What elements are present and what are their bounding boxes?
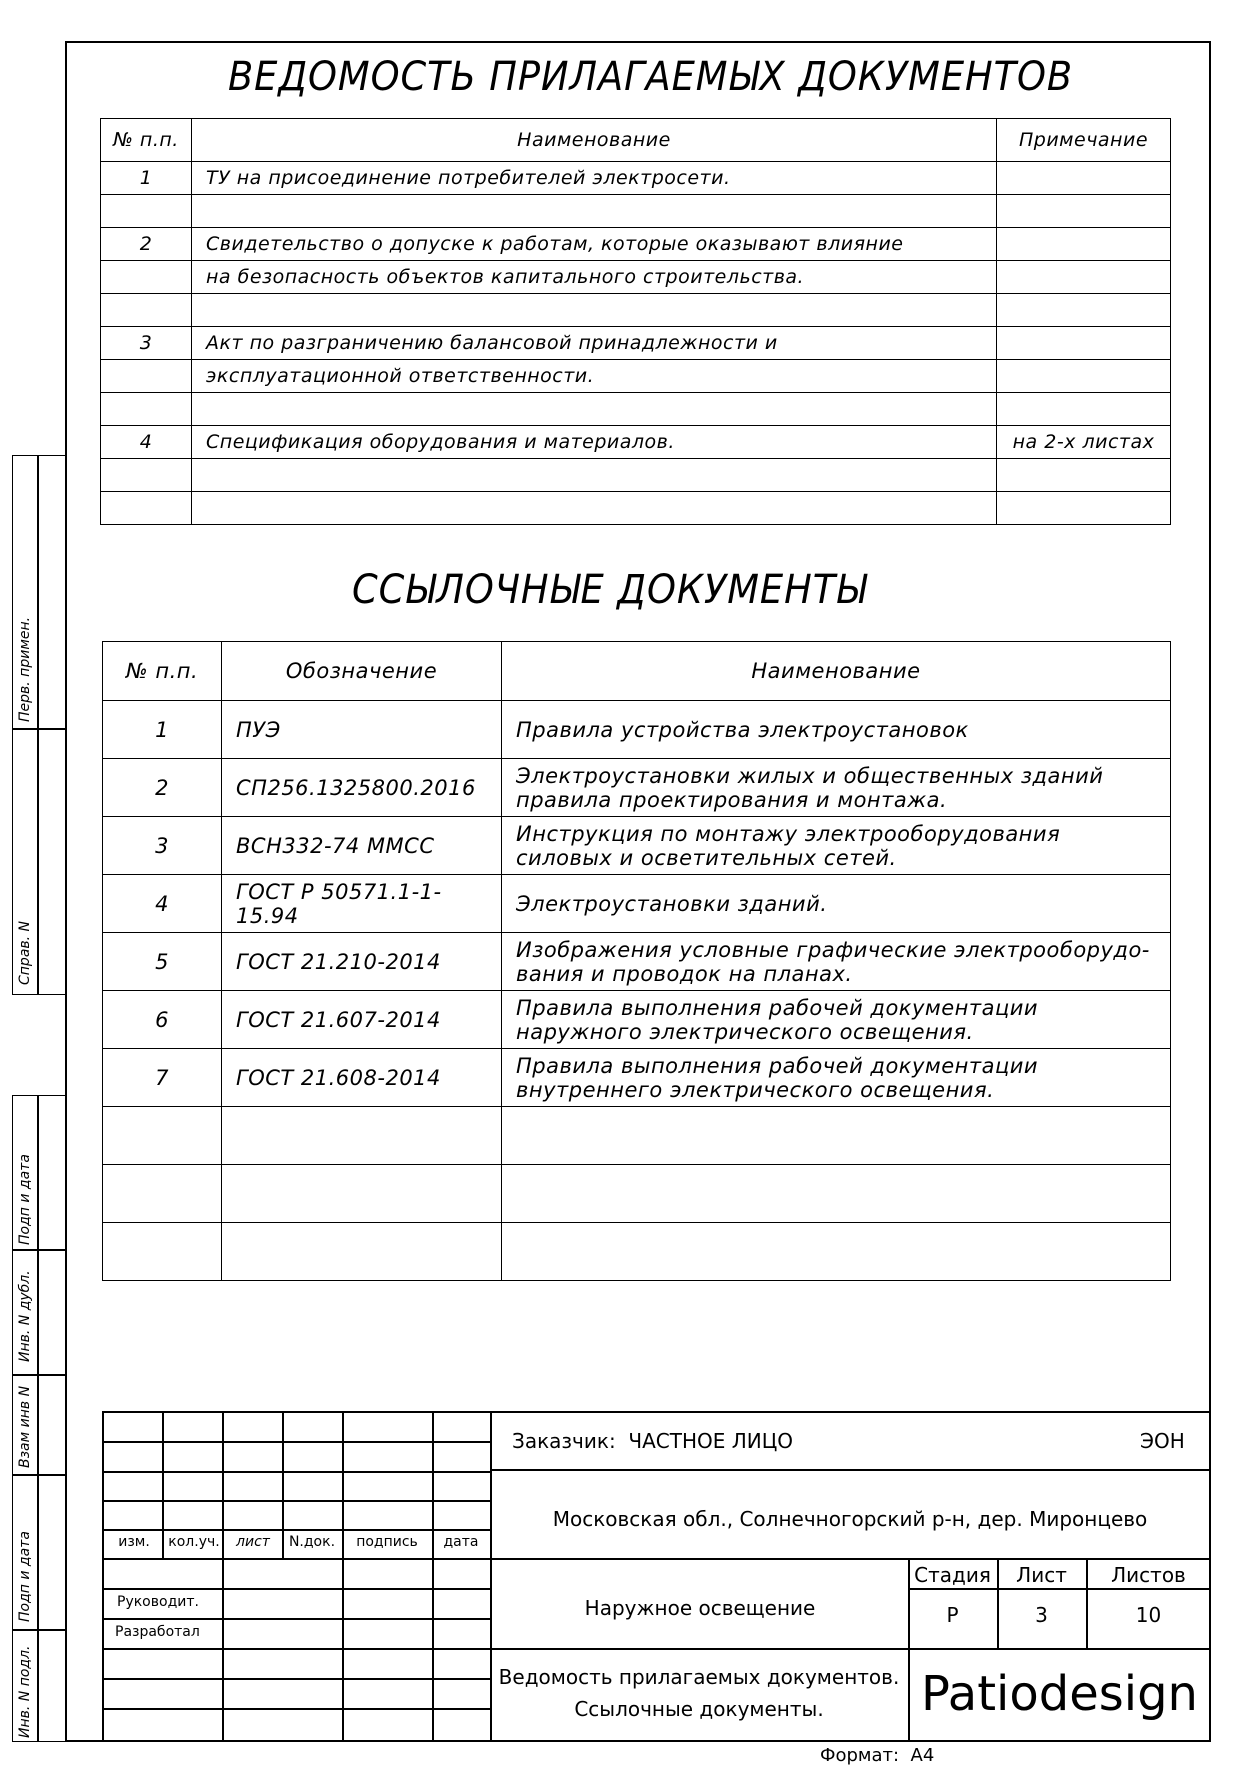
table-row	[101, 294, 1171, 327]
row-name	[192, 294, 997, 327]
stamp-divider	[490, 1411, 492, 1742]
side-label-podp2: Подп и дата	[17, 1531, 33, 1622]
table-row	[101, 426, 1171, 459]
row-num: 1	[101, 162, 192, 195]
ref-header-code: Обозначение	[222, 642, 502, 701]
ref-row-name-line1: Электроустановки жилых и общественных зданий	[516, 763, 1104, 788]
ref-row-name	[502, 1049, 1171, 1107]
stamp-stage: Р	[946, 1603, 959, 1627]
ref-row-name	[502, 817, 1171, 875]
stamp-col-line	[432, 1558, 434, 1742]
side-label-perv: Перв. примен.	[17, 616, 33, 722]
ref-row-name-line1: Правила выполнения рабочей документации	[516, 1053, 1039, 1078]
stamp-razrabotal: Разработал	[115, 1624, 200, 1640]
row-name: на безопасность объектов капитального строительства.	[192, 261, 997, 294]
stamp-col-line	[342, 1558, 344, 1742]
stamp-col-podpis: подпись	[356, 1534, 418, 1550]
ref-row-num: 2	[103, 759, 222, 817]
row-note	[997, 327, 1171, 360]
table-row	[101, 492, 1171, 525]
ref-row-name-line1: Инструкция по монтажу электрооборудования	[516, 821, 1061, 846]
reference-docs-title: ССЫЛОЧНЫЕ ДОКУМЕНТЫ	[352, 567, 868, 613]
ref-row-name	[502, 1223, 1171, 1281]
row-name: Акт по разграничению балансовой принадлежности и	[192, 327, 997, 360]
row-num	[101, 360, 192, 393]
attached-docs-table	[100, 118, 1171, 525]
stamp-col-izm: изм.	[118, 1534, 150, 1550]
stamp-sheet: 3	[1035, 1603, 1048, 1627]
row-name	[192, 393, 997, 426]
reference-docs-table	[102, 641, 1171, 1281]
ref-row-num: 4	[103, 875, 222, 933]
table-row	[101, 162, 1171, 195]
row-num: 3	[101, 327, 192, 360]
stamp-col-line	[222, 1558, 224, 1742]
header-note: Примечание	[997, 119, 1171, 162]
ref-row-code: ГОСТ 21.608-2014	[222, 1049, 502, 1107]
row-name: эксплуатационной ответственности.	[192, 360, 997, 393]
stamp-col-data: дата	[443, 1534, 479, 1550]
ref-row-code: ВСН332-74 ММСС	[222, 817, 502, 875]
stamp-col-kolvo: кол.уч.	[168, 1534, 220, 1550]
row-name	[192, 459, 997, 492]
ref-row-code: СП256.1325800.2016	[222, 759, 502, 817]
ref-row-code	[222, 1107, 502, 1165]
table-header-row	[101, 119, 1171, 162]
stamp-col-list: лист	[236, 1534, 270, 1550]
stamp-address: Московская обл., Солнечногорский р-н, дер. Миронцево	[552, 1507, 1148, 1531]
row-name	[192, 195, 997, 228]
row-num	[101, 393, 192, 426]
table-row	[101, 459, 1171, 492]
ref-row-num: 3	[103, 817, 222, 875]
table-row	[103, 1107, 1171, 1165]
row-name: Спецификация оборудования и материалов.	[192, 426, 997, 459]
stamp-col-ndok: N.док.	[288, 1534, 336, 1550]
ref-row-code	[222, 1223, 502, 1281]
stamp-sheets: 10	[1135, 1603, 1162, 1627]
row-note	[997, 228, 1171, 261]
row-note	[997, 360, 1171, 393]
table-row	[103, 817, 1171, 875]
stamp-object: Наружное освещение	[584, 1596, 816, 1620]
table-row	[101, 360, 1171, 393]
ref-row-code: ПУЭ	[222, 701, 502, 759]
table-row	[103, 1165, 1171, 1223]
ref-row-name	[502, 759, 1171, 817]
side-label-vzam: Взам инв N	[17, 1385, 33, 1468]
ref-row-name	[502, 933, 1171, 991]
row-note: на 2-х листах	[997, 426, 1171, 459]
table-header-row	[103, 642, 1171, 701]
row-note	[997, 195, 1171, 228]
ref-row-num	[103, 1107, 222, 1165]
table-row	[101, 327, 1171, 360]
row-name: ТУ на присоединение потребителей электросети.	[192, 162, 997, 195]
row-note	[997, 294, 1171, 327]
ref-row-name-line2: силовых и осветительных сетей.	[516, 845, 897, 870]
ref-row-name	[502, 1165, 1171, 1223]
attached-docs-title: ВЕДОМОСТЬ ПРИЛАГАЕМЫХ ДОКУМЕНТОВ	[228, 54, 1074, 100]
ref-row-name-line1: Электроустановки зданий.	[516, 891, 828, 916]
table-row	[103, 991, 1171, 1049]
row-num: 2	[101, 228, 192, 261]
row-num	[101, 492, 192, 525]
row-note	[997, 162, 1171, 195]
stamp-doc-title-2: Ссылочные документы.	[574, 1697, 824, 1721]
stamp-customer: Заказчик: ЧАСТНОЕ ЛИЦО	[512, 1429, 794, 1453]
stamp-rukovodit: Руководит.	[117, 1594, 199, 1610]
ref-row-name-line2: правила проектирования и монтажа.	[516, 787, 948, 812]
ref-row-code: ГОСТ 21.210-2014	[222, 933, 502, 991]
stamp-row-line	[490, 1469, 1211, 1471]
ref-row-num	[103, 1223, 222, 1281]
stamp-sheet-label: Лист	[1016, 1563, 1067, 1587]
table-row	[103, 701, 1171, 759]
stamp-sheets-label: Листов	[1111, 1563, 1186, 1587]
table-row	[103, 1223, 1171, 1281]
company-logo-text: Patiodesign	[921, 1666, 1198, 1722]
stamp-row-line	[490, 1648, 1211, 1650]
side-label-podp1: Подп и дата	[17, 1154, 33, 1245]
stamp-row-line	[490, 1558, 1211, 1560]
ref-row-code: ГОСТ 21.607-2014	[222, 991, 502, 1049]
ref-row-name-line1: Правила устройства электроустановок	[516, 717, 969, 742]
row-note	[997, 261, 1171, 294]
table-row	[101, 393, 1171, 426]
header-name: Наименование	[192, 119, 997, 162]
table-row	[103, 759, 1171, 817]
ref-row-name-line2: вания и проводок на планах.	[516, 961, 853, 986]
ref-row-name	[502, 991, 1171, 1049]
stamp-doc-title-1: Ведомость прилагаемых документов.	[498, 1665, 900, 1689]
table-row	[103, 875, 1171, 933]
row-num	[101, 195, 192, 228]
table-row	[101, 228, 1171, 261]
ref-row-name	[502, 701, 1171, 759]
ref-row-name-line1: Правила выполнения рабочей документации	[516, 995, 1039, 1020]
row-note	[997, 459, 1171, 492]
table-row	[101, 261, 1171, 294]
ref-row-name	[502, 875, 1171, 933]
ref-row-name-line1: Изображения условные графические электрооборудо-	[516, 937, 1150, 962]
ref-row-name	[502, 1107, 1171, 1165]
table-row	[101, 195, 1171, 228]
row-num	[101, 459, 192, 492]
stamp-row-line	[908, 1588, 1211, 1590]
stamp-stage-label: Стадия	[914, 1563, 991, 1587]
ref-row-num: 1	[103, 701, 222, 759]
ref-header-name: Наименование	[502, 642, 1171, 701]
ref-row-num: 7	[103, 1049, 222, 1107]
ref-row-code: ГОСТ Р 50571.1-1-15.94	[222, 875, 502, 933]
ref-row-code	[222, 1165, 502, 1223]
format-label: Формат: А4	[820, 1745, 935, 1766]
ref-row-name-line2: наружного электрического освещения.	[516, 1019, 974, 1044]
ref-row-name-line2: внутреннего электрического освещения.	[516, 1077, 995, 1102]
row-name	[192, 492, 997, 525]
table-row	[103, 933, 1171, 991]
side-label-inv-dubl: Инв. N дубл.	[17, 1270, 33, 1362]
table-row	[103, 1049, 1171, 1107]
ref-header-num: № п.п.	[103, 642, 222, 701]
header-num: № п.п.	[101, 119, 192, 162]
stamp-section-code: ЭОН	[1140, 1429, 1185, 1453]
row-note	[997, 492, 1171, 525]
row-num	[101, 261, 192, 294]
side-label-sprav: Справ. N	[17, 920, 33, 985]
ref-row-num: 6	[103, 991, 222, 1049]
row-num: 4	[101, 426, 192, 459]
ref-row-num	[103, 1165, 222, 1223]
row-note	[997, 393, 1171, 426]
row-name: Свидетельство о допуске к работам, которые оказывают влияние	[192, 228, 997, 261]
row-num	[101, 294, 192, 327]
ref-row-num: 5	[103, 933, 222, 991]
side-label-inv-podl: Инв. N подл.	[17, 1645, 33, 1738]
